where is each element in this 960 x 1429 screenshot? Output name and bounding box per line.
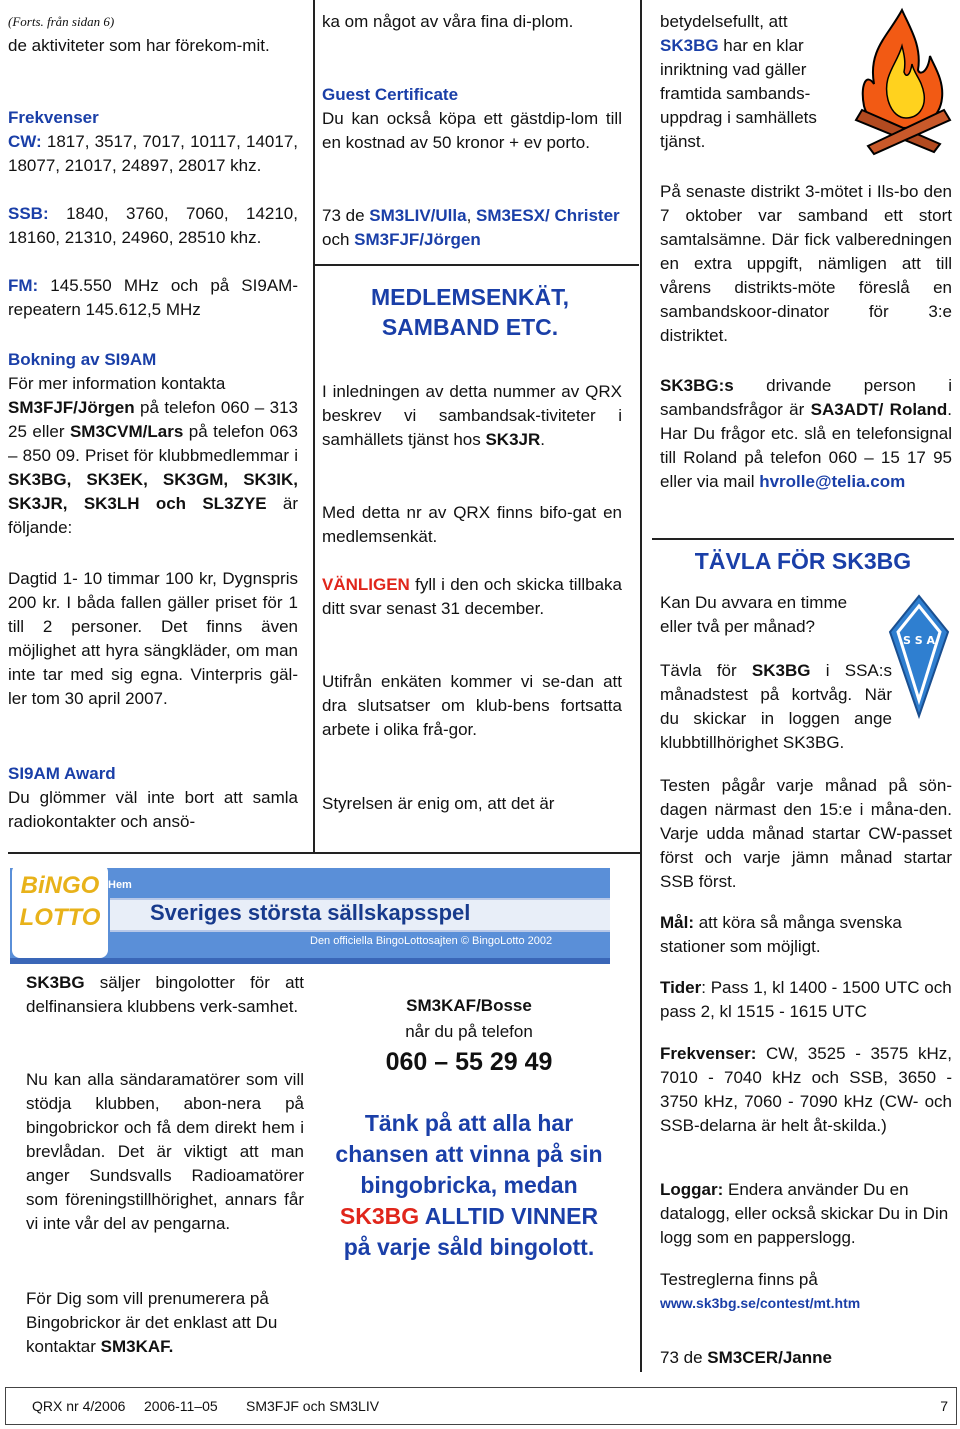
bingo-phone: 060 – 55 29 49 [385, 1048, 553, 1076]
col3-p1: betydelsefullt, att SK3BG har en klar inriktning vad gäller framtida sambands-uppdrag i samhällets tjänst. [660, 12, 817, 151]
bingolotto-banner[interactable] [10, 868, 610, 964]
contest-regards: 73 de SM3CER/Janne [660, 1348, 832, 1367]
col3-p3: SK3BG:s drivande person i sambandsfrågor är SA3ADT/ Roland. Har Du frågor etc. slå en telefonsignal till Roland på telefon 060 – 15 17 95 eller via mail hvrolle@telia.com [660, 376, 953, 491]
survey-p4: Utifrån enkäten kommer vi se-dan att dra slutsatser om klub-bens fortsatta arbete i olika frå-gor. [322, 672, 622, 739]
booking-intro: För mer information kontakta [8, 374, 226, 393]
booking-text: SM3FJF/Jörgen på telefon 060 – 313 25 eller SM3CVM/Lars på telefon 063 – 850 09. Priset för klubbmedlemmar i SK3BG, SK3EK, SK3GM, SK3IK, SK3JR, SK3LH och SL3ZYE är följande: [8, 398, 299, 537]
contest-freqs: Frekvenser: CW, 3525 - 3575 kHz, 7010 - 7040 kHz och SSB, 3650 - 3750 kHz, 7060 - 7090 kHz (CW- och SSB-delarna är helt åt-skilda.) [660, 1044, 952, 1135]
col3-p2: På senaste distrikt 3-mötet i Ils-bo den 7 oktober var samband ett stort samtalsämne. Där fick valberedningen en extra uppgift, nämligen att till vårens distrikts-möte föreslå en sambandskoor-dinator för 3:e distriktet. [660, 182, 952, 345]
survey-p2: Med detta nr av QRX finns bifo-gat en medlemsenkät. [322, 503, 622, 546]
intro-text: de aktiviteter som har förekom-mit. [8, 36, 270, 55]
contest-goal: Mål: att köra så många svenska stationer som möjligt. [660, 913, 902, 956]
survey-heading: MEDLEMSENKÄT, SAMBAND ETC. [370, 284, 570, 340]
award-text-cont: ka om något av våra fina di-plom. [322, 12, 574, 31]
contest-heading: TÄVLA FÖR SK3BG [694, 548, 912, 574]
booking-prices: Dagtid 1- 10 timmar 100 kr, Dygnspris 200 kr. I båda fallen gäller priset för 1 till 2 personer. Det finns även möjlighet att hyra sängkläder, om man inte tar med sig egna. Vinterpris gäl-ler tom 30 april 2007. [8, 569, 298, 708]
logo-top-text: BiNGO [20, 872, 100, 899]
guest-heading: Guest Certificate [322, 85, 459, 104]
award-heading: SI9AM Award [8, 764, 116, 783]
contest-rule [652, 538, 954, 540]
bingo-slogan: Tänk på att alla har chansen att vinna på sin bingobricka, medan SK3BG ALLTID VINNER på varje såld bingolott. [335, 1110, 603, 1260]
regards-text: 73 de SM3LIV/Ulla, SM3ESX/ Christer och SM3FJF/Jörgen [322, 206, 620, 249]
cw-freqs: CW: 1817, 3517, 7017, 10117, 14017, 18077, 21017, 24897, 28017 khz. [8, 132, 299, 175]
contest-p3: Testen pågår varje månad på sön-dagen närmast den 15:e i måna-den. Varje udda månad startar CW-passet först och varje jämn månad startar SSB först. [660, 776, 952, 891]
survey-p1: I inledningen av detta nummer av QRX beskrev vi sambandsak-tiviteter i samhällets tjänst hos SK3JR. [322, 382, 622, 449]
continued-note: (Forts. från sidan 6) [8, 14, 115, 29]
footer-editors: SM3FJF och SM3LIV [246, 1398, 380, 1414]
logo-bottom-text: LOTTO [19, 904, 101, 931]
award-text: Du glömmer väl inte bort att samla radiokontakter och ansö- [8, 788, 298, 831]
column-divider-1 [313, 0, 315, 852]
campfire-icon [848, 6, 956, 156]
banner-headline: Sveriges största sällskapsspel [150, 900, 471, 925]
contest-p2: Tävla för SK3BG i SSA:s månadstest på kortvåg. När du skickar in loggen ange klubbtillhörighet SK3BG. [660, 661, 892, 752]
footer-issue: QRX nr 4/2006 [32, 1398, 126, 1414]
contest-times: Tider: Pass 1, kl 1400 - 1500 UTC och pass 2, kl 1515 - 1615 UTC [660, 978, 952, 1021]
bingo-p2: Nu kan alla sändaramatörer som vill stödja klubben, abon-nera på bingobrickor och få dem direkt hem i brevlådan. Det är viktigt att man anger Sundsvalls Radioamatörer som föreningstillhörighet, annars får vi inte vår del av pengarna. [26, 1070, 304, 1233]
ssa-logo [886, 592, 952, 720]
bingo-reach: når du på telefon [405, 1022, 533, 1041]
bingo-contact-box [334, 968, 604, 1368]
banner-subline: Den officiella BingoLottosajten © BingoLotto 2002 [310, 935, 553, 947]
freq-heading: Frekvenser [8, 108, 99, 127]
footer-page-number: 7 [940, 1398, 948, 1414]
contest-rules-link[interactable]: www.sk3bg.se/contest/mt.htm [660, 1295, 861, 1311]
banner-home-link[interactable]: Hem [108, 879, 132, 891]
page-footer [5, 1387, 957, 1425]
contest-p1: Kan Du avvara en timme eller två per månad? [660, 593, 848, 636]
bingo-p3: För Dig som vill prenumerera på Bingobrickor är det enklast att Du kontaktar SM3KAF. [26, 1289, 278, 1356]
booking-heading: Bokning av SI9AM [8, 350, 157, 369]
section-divider [8, 852, 640, 854]
fm-freqs: FM: 145.550 MHz och på SI9AM-repeatern 145.612,5 MHz [8, 276, 298, 319]
email-link[interactable]: hvrolle@telia.com [759, 472, 906, 491]
bingo-p1: SK3BG säljer bingolotter för att delfinansiera klubbens verk-samhet. [26, 973, 304, 1016]
divider-line [314, 264, 639, 266]
contest-logs: Loggar: Endera använder Du en datalogg, eller också skickar Du in Din logg som en papperslogg. [660, 1180, 949, 1247]
ssb-freqs: SSB: 1840, 3760, 7060, 14210, 18160, 21310, 24960, 28510 khz. [8, 204, 298, 247]
guest-text: Du kan också köpa ett gästdip-lom till en kostnad av 50 kronor + ev porto. [322, 109, 622, 152]
column-divider-2 [640, 0, 642, 1372]
bingo-contact: SM3KAF/Bosse [406, 996, 532, 1015]
contest-rules-text: Testreglerna finns på [660, 1270, 818, 1289]
svg-text:S S A: S S A [902, 634, 936, 647]
footer-date: 2006-11–05 [144, 1398, 218, 1414]
survey-p3: VÄNLIGEN fyll i den och skicka tillbaka ditt svar senast 31 december. [322, 575, 622, 618]
survey-p5: Styrelsen är enig om, att det är [322, 794, 555, 813]
bingolotto-logo [12, 864, 108, 958]
